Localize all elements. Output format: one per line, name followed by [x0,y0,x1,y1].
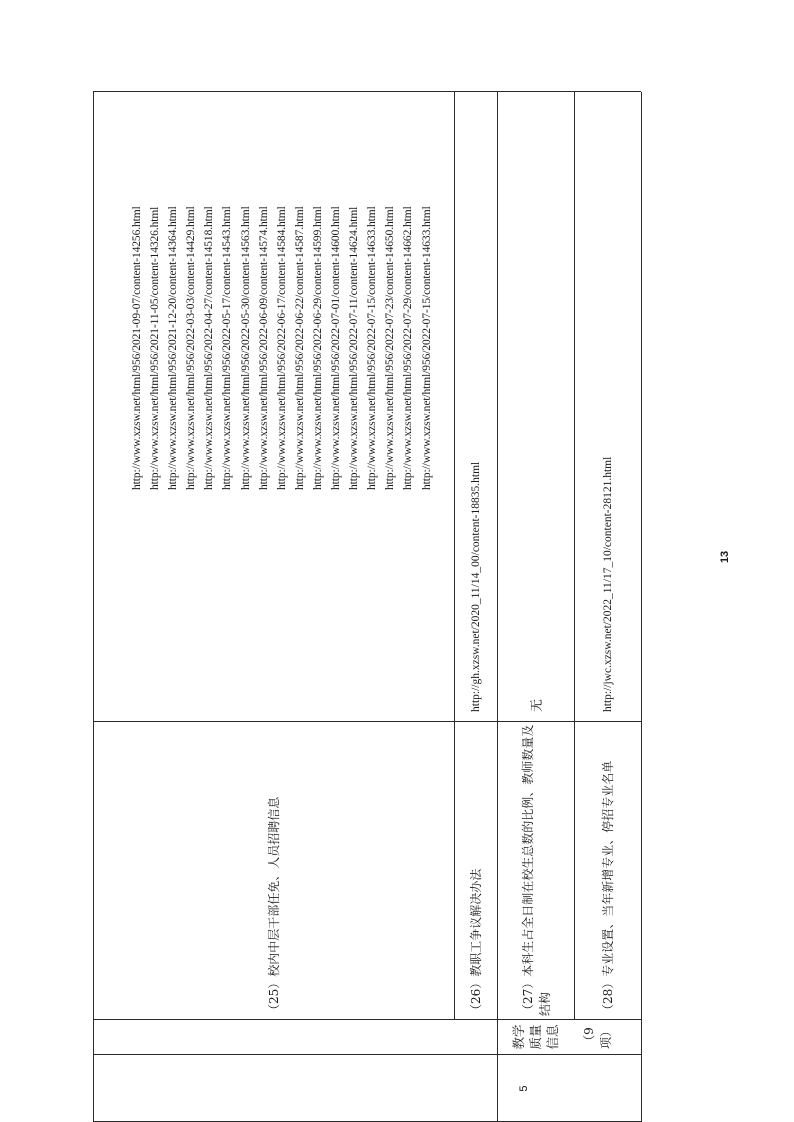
url-line[interactable]: http://www.xzsw.net/html/956/2021-11-05/content-14326.html [149,206,162,490]
url-line[interactable]: http://www.xzsw.net/html/956/2022-07-01/content-14600.html [330,206,343,490]
item-26-label: （26）教职工争议解决办法 [469,868,483,1016]
category-name: 教学质量信息 [511,1024,560,1050]
row-number: 5 [518,1085,530,1092]
url-line[interactable]: http://www.xzsw.net/html/956/2022-06-22/content-14587.html [293,206,306,490]
url-line[interactable]: http://www.xzsw.net/html/956/2022-07-23/content-14650.html [384,206,397,490]
url-line[interactable]: http://www.xzsw.net/html/956/2022-04-27/content-14518.html [203,206,216,490]
url-line[interactable]: http://www.xzsw.net/html/956/2021-12-20/content-14364.html [167,206,180,490]
url-line[interactable]: http://www.xzsw.net/html/956/2022-07-15/content-14633.html [420,206,433,490]
url-line[interactable]: http://www.xzsw.net/html/956/2022-05-30/content-14563.html [239,206,252,490]
item-27-label: （27）本科生占全日制在校生总数的比例、教师数量及结构 [520,724,552,1016]
page-number: 13 [719,550,731,564]
item-27-value: 无 [529,698,544,712]
url-line[interactable]: http://www.xzsw.net/html/956/2022-07-15/content-14633.html [366,206,379,490]
item-28-label: （28）专业设置、当年新增专业、停招专业名单 [601,760,615,1016]
url-line[interactable]: http://www.xzsw.net/html/956/2022-06-09/content-14574.html [257,206,270,490]
url-line[interactable]: http://www.xzsw.net/html/956/2022-06-29/content-14599.html [311,206,324,490]
item-26-url[interactable]: http://gh.xzsw.net/2020_11/14_00/content-18835.html [469,461,482,712]
table-edge-right [93,91,641,92]
url-line[interactable]: http://www.xzsw.net/html/956/2022-07-29/content-14662.html [402,206,415,490]
col-divider-num [93,1054,641,1055]
table-border-bottom [641,92,642,1122]
item-25-label: （25）校内中层干部任免、人员招聘信息 [267,796,281,1016]
item-25-url-list [128,160,436,490]
url-line[interactable]: http://www.xzsw.net/html/956/2022-06-17/content-14584.html [275,206,288,490]
url-line[interactable]: http://www.xzsw.net/html/956/2022-03-03/content-14429.html [185,206,198,490]
url-line[interactable]: http://www.xzsw.net/html/956/2022-07-11/content-14624.html [348,206,361,490]
url-line[interactable]: http://www.xzsw.net/html/956/2021-09-07/content-14256.html [131,206,143,490]
url-line[interactable]: http://www.xzsw.net/html/956/2022-05-17/content-14543.html [221,206,234,490]
category-count: （9项） [582,1025,613,1050]
item-28-url[interactable]: http://jwc.xzsw.net/2022_11/17_10/content-28121.html [601,456,614,712]
